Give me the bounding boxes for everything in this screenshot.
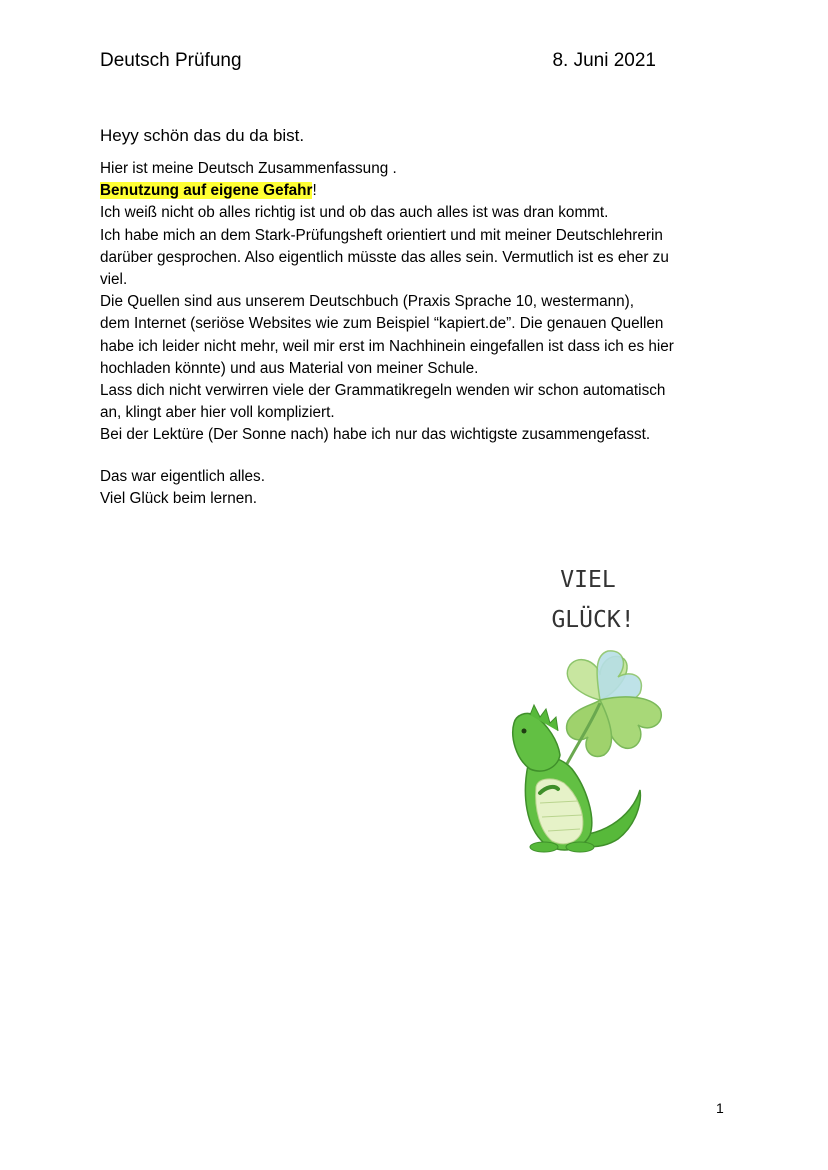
warning-mark: ! xyxy=(312,182,317,200)
paragraph-line: hochladen könnte) und aus Material von meiner Schule. xyxy=(100,359,479,377)
paragraph-line: Lass dich nicht verwirren viele der Grammatikregeln wenden wir schon automatisch xyxy=(100,382,666,400)
intro-line: Hier ist meine Deutsch Zusammenfassung . xyxy=(100,160,397,177)
closing-line: Viel Glück beim lernen. xyxy=(100,490,258,508)
lettering-viel: VIEL xyxy=(560,567,616,593)
warning-highlight: Benutzung auf eigene Gefahr xyxy=(100,182,313,200)
greeting-text: Heyy schön das du da bist. xyxy=(100,126,305,145)
paragraph-line: viel. xyxy=(100,271,128,289)
paragraph-line: dem Internet (seriöse Websites wie zum Beispiel “kapiert.de”. Die genauen Quellen xyxy=(100,315,664,333)
paragraph-line: darüber gesprochen. Also eigentlich müsste das alles sein. Vermutlich ist es eher zu xyxy=(100,248,669,266)
warning-line xyxy=(100,180,750,202)
document-header xyxy=(100,50,656,72)
paragraph-line: Ich weiß nicht ob alles richtig ist und ob das auch alles ist was dran kommt. xyxy=(100,204,609,222)
good-luck-illustration xyxy=(500,555,670,860)
paragraph-line: Ich habe mich an dem Stark-Prüfungsheft orientiert und mit meiner Deutschlehrerin xyxy=(100,226,663,244)
paragraph-line: Die Quellen sind aus unserem Deutschbuch (Praxis Sprache 10, westermann), xyxy=(100,293,634,311)
clover-icon xyxy=(555,651,661,787)
closing-text xyxy=(100,466,265,510)
paragraph-line: habe ich leider nicht mehr, weil mir erst im Nachhinein eingefallen ist dass ich es hier xyxy=(100,337,674,355)
closing-line: Das war eigentlich alles. xyxy=(100,468,265,485)
paragraph-line: an, klingt aber hier voll kompliziert. xyxy=(100,404,335,422)
document-title: Deutsch Prüfung xyxy=(100,50,242,71)
body-paragraph xyxy=(100,158,750,447)
page-number: 1 xyxy=(716,1100,724,1116)
paragraph-line: Bei der Lektüre (Der Sonne nach) habe ich nur das wichtigste zusammengefasst. xyxy=(100,426,651,444)
document-date: 8. Juni 2021 xyxy=(552,50,656,71)
lettering-glueck: GLÜCK! xyxy=(551,607,635,633)
